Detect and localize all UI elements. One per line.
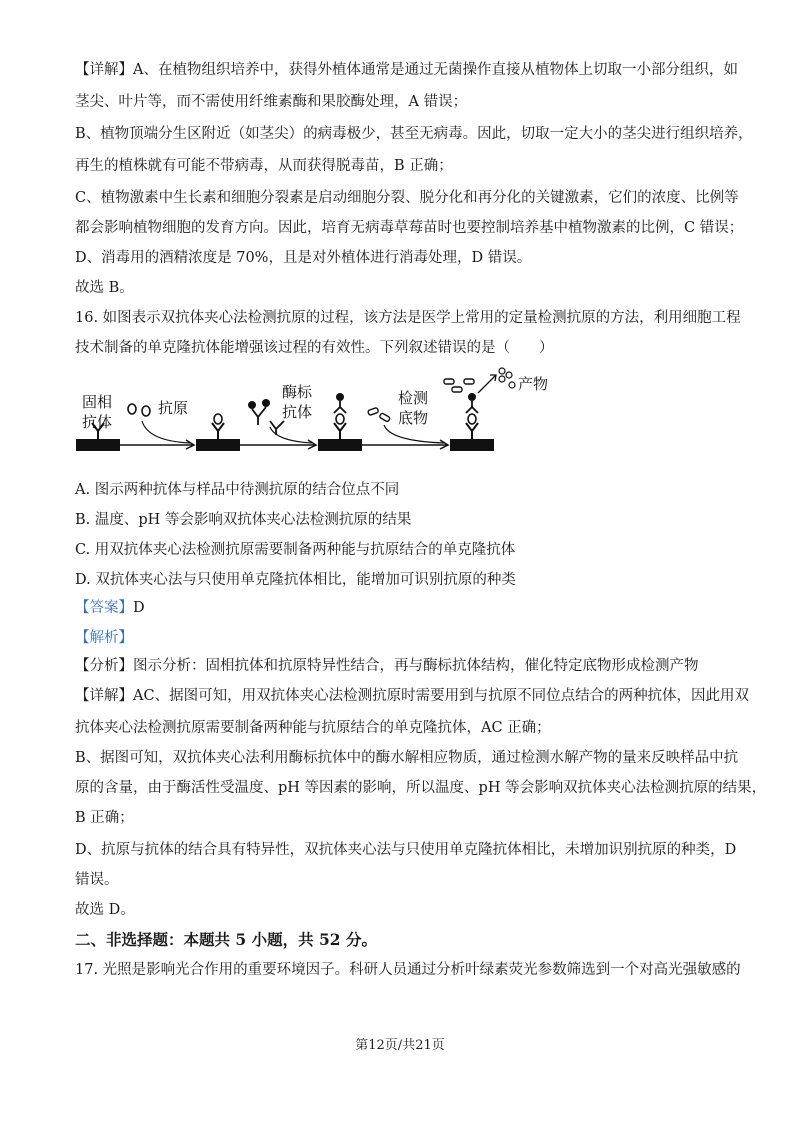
product-formation-icon [444,368,515,451]
analysis-line: B 正确； [75,810,134,826]
text-line: 再生的植株就有可能不带病毒，从而获得脱毒苗，B 正确； [75,158,453,174]
analysis-line: 故选 D。 [75,902,135,918]
arrow-icon [384,425,444,443]
option-a: A. 图示两种抗体与样品中待测抗原的结合位点不同 [75,482,400,498]
question-16-stem: 技术制备的单克隆抗体能增强该过程的有效性。下列叙述错误的是（ ） [75,340,554,356]
section-heading: 二、非选择题：本题共 5 小题，共 52 分。 [75,930,377,949]
page-number: 第12页/共21页 [355,1038,445,1053]
diagram-label: 抗原 [158,399,189,417]
question-16-stem: 16. 如图表示双抗体夹心法检测抗原的过程，该方法是医学上常用的定量检测抗原的方法，利用细胞工程 [75,310,741,326]
arrow-icon [142,421,190,443]
answer-tag: 【答案】 [75,600,133,616]
answer-line [75,598,145,618]
text-line: 故选 B。 [75,280,134,296]
text-line: D、消毒用的酒精浓度是 70%，且是对外植体进行消毒处理，D 错误。 [75,250,532,266]
analysis-line: D、抗原与抗体的结合具有特异性，双抗体夹心法与只使用单克隆抗体相比，未增加识别抗原的种类，D [75,842,737,858]
sandwich-complex-icon [318,393,362,451]
analysis-line: 【详解】AC、据图可知，用双抗体夹心法检测抗原时需要用到与抗原不同位点结合的两种抗体，因此用双 [75,688,750,704]
substrate-icon [368,407,391,422]
analysis-tag: 【解析】 [75,630,133,646]
option-c: C. 用双抗体夹心法检测抗原需要制备两种能与抗原结合的单克隆抗体 [75,542,516,558]
analysis-line: 抗体夹心法检测抗原需要制备两种能与抗原结合的单克隆抗体，AC 正确； [75,720,551,736]
diagram-label: 固相 [82,393,113,411]
option-d: D. 双抗体夹心法与只使用单克隆抗体相比，能增加可识别抗原的种类 [75,572,516,588]
text-line: 茎尖、叶片等，而不需使用纤维素酶和果胶酶处理，A 错误； [75,94,468,110]
text-line: B、植物顶端分生区附近（如茎尖）的病毒极少，甚至无病毒。因此，切取一定大小的茎尖进行组织培养， [75,126,753,142]
antibody-antigen-complex-icon [196,414,240,451]
text-line: C、植物激素中生长素和细胞分裂素是启动细胞分裂、脱分化和再分化的关键激素，它们的浓度、比例等 [75,190,739,206]
diagram-label: 产物 [518,375,549,393]
diagram-label: 检测 [398,389,429,407]
question-17-stem: 17. 光照是影响光合作用的重要环境因子。科研人员通过分析叶绿素荧光参数筛选到一个对高光强敏感的 [75,962,741,978]
diagram-label: 抗体 [82,413,113,431]
analysis-line: 【分析】图示分析：固相抗体和抗原特异性结合，再与酶标抗体结构，催化特定底物形成检测产物 [75,658,699,674]
analysis-line: 错误。 [75,872,119,888]
option-b: B. 温度、pH 等会影响双抗体夹心法检测抗原的结果 [75,512,412,528]
analysis-line: B、据图可知，双抗体夹心法利用酶标抗体中的酶水解相应物质，通过检测水解产物的量来反映样品中抗 [75,750,739,766]
text-line: 【详解】A、在植物组织培养中，获得外植体通常是通过无菌操作直接从植物体上切取一小部分组织，如 [75,62,738,78]
text-line: 都会影响植物细胞的发育方向。因此，培育无病毒草莓苗时也要控制培养基中植物激素的比例，C 错误； [75,220,744,236]
enzyme-labeled-antibody-icon [248,399,284,435]
antigen-icon [128,404,150,416]
diagram-label: 底物 [398,409,429,427]
diagram-label: 酶标 [282,383,313,401]
analysis-line: 原的含量，由于酶活性受温度、pH 等因素的影响，所以温度、pH 等会影响双抗体夹心法检测抗原的结果， [75,780,767,796]
double-antibody-sandwich-diagram [72,365,592,460]
answer-value: D [133,600,145,616]
diagram-label: 抗体 [282,403,313,421]
